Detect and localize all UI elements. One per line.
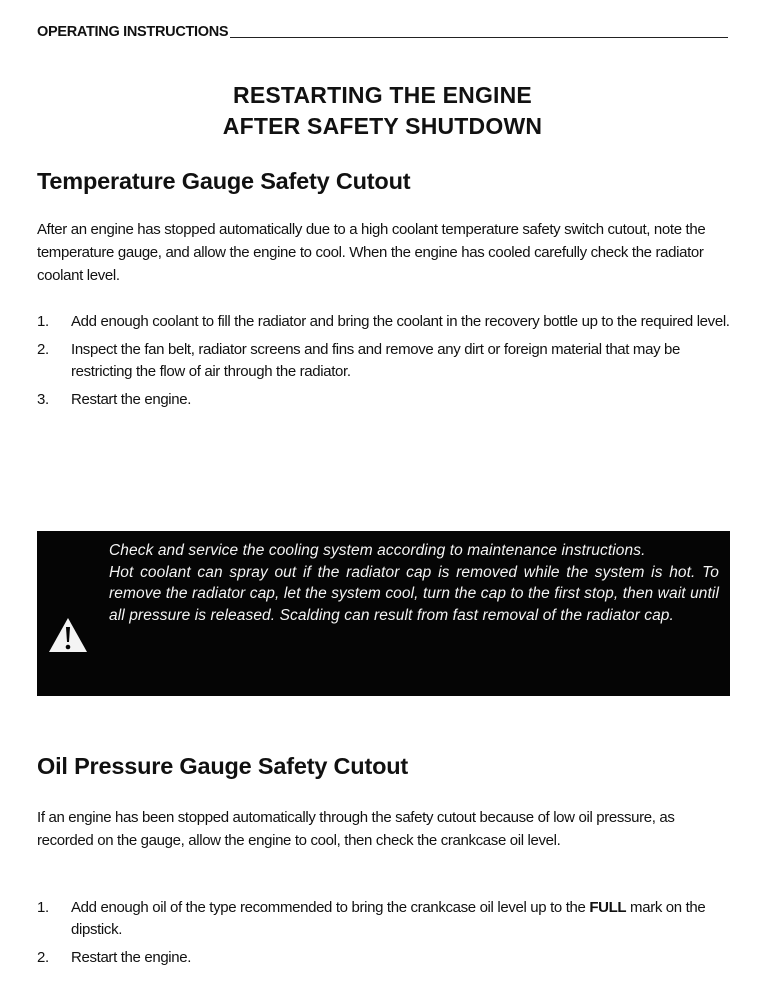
- step-item: [37, 947, 733, 969]
- section-intro-oil-pressure: If an engine has been stopped automatically through the safety cutout because of low oil pressure, as recorded on the gauge, allow the engine to cool, then check the crankcase oil level.: [37, 809, 675, 849]
- warning-box: [37, 531, 730, 696]
- step-number: 2.: [37, 341, 49, 358]
- header-rule: [230, 37, 728, 38]
- step-text: Restart the engine.: [71, 391, 192, 408]
- step-number: 3.: [37, 391, 49, 408]
- step-item: [37, 311, 733, 333]
- step-text: Add enough coolant to fill the radiator and bring the coolant in the recovery bottle up to the required level.: [71, 313, 730, 330]
- step-number: 2.: [37, 949, 49, 966]
- step-number: 1.: [37, 899, 49, 916]
- page-title-line-1: RESTARTING THE ENGINE: [233, 82, 532, 108]
- steps-temperature: [37, 311, 733, 417]
- running-header-title: OPERATING INSTRUCTIONS: [37, 24, 229, 40]
- page-title-line-2: AFTER SAFETY SHUTDOWN: [222, 113, 543, 139]
- step-text: Restart the engine.: [71, 949, 192, 966]
- step-item: [37, 389, 733, 411]
- section-heading-oil-pressure: Oil Pressure Gauge Safety Cutout: [37, 753, 408, 779]
- step-text: [71, 897, 733, 941]
- step-number: 1.: [37, 313, 49, 330]
- full-mark-emphasis: FULL: [589, 899, 627, 916]
- step-text: Inspect the fan belt, radiator screens and fins and remove any dirt or foreign material that may be restricting the flow of air through the radiator.: [71, 341, 681, 380]
- step-item: [37, 339, 733, 383]
- step-item: [37, 897, 733, 941]
- running-header: [37, 24, 728, 40]
- step-text-part: Add enough oil of the type recommended to bring the crankcase oil level up to the: [71, 899, 590, 916]
- warning-text: [109, 540, 719, 626]
- section-intro-temperature: After an engine has stopped automatically due to a high coolant temperature safety switch cutout, note the temperature gauge, and allow the engine to cool. When the engine has cooled carefully check the radiator coolant level.: [37, 221, 706, 284]
- page-title: [37, 80, 728, 142]
- warning-line-1: Check and service the cooling system according to maintenance instructions.: [109, 542, 646, 559]
- steps-oil-pressure: [37, 897, 733, 975]
- section-heading-temperature: Temperature Gauge Safety Cutout: [37, 168, 411, 194]
- step-text-part: mark on the dipstick.: [71, 899, 706, 938]
- warning-triangle-icon: [48, 617, 88, 653]
- warning-line-2: Hot coolant can spray out if the radiator cap is removed while the system is hot. To remove the radiator cap, let the system cool, turn the cap to the first stop, then wait until all pressure is released. Scalding can result from fast removal of the radiator cap.: [109, 563, 719, 624]
